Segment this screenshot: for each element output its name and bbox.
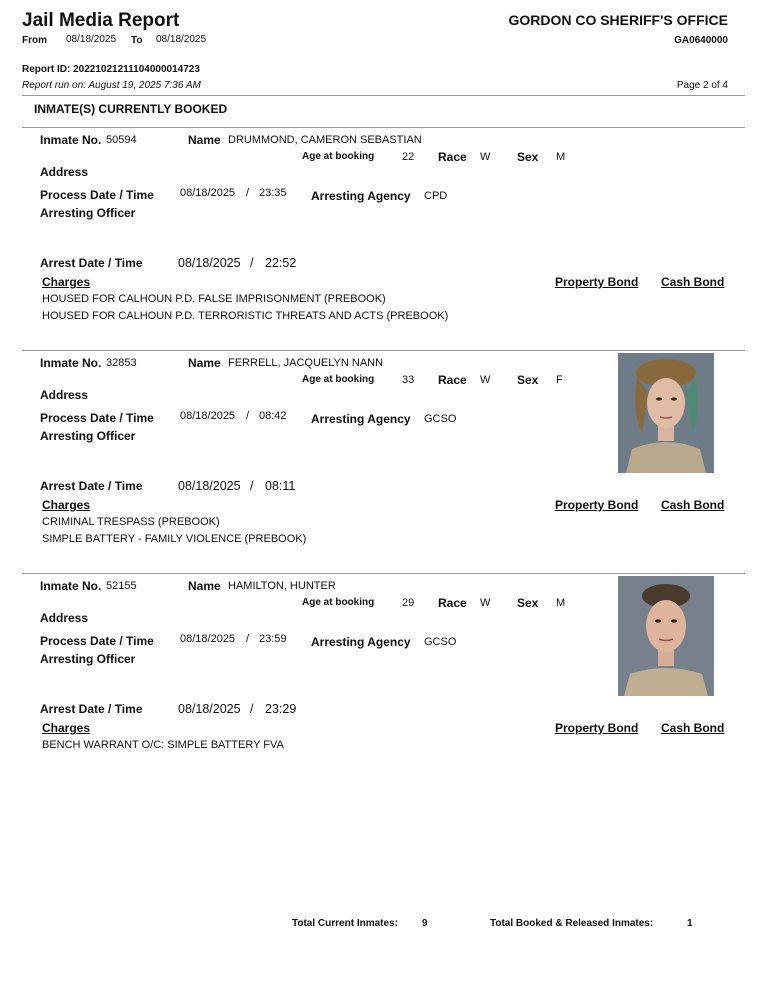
- age-value: 22: [402, 151, 415, 163]
- inmate-name: FERRELL, JACQUELYN NANN: [228, 357, 384, 369]
- slash: /: [250, 256, 254, 270]
- charge-item: HOUSED FOR CALHOUN P.D. TERRORISTIC THREATS AND ACTS (PREBOOK): [42, 310, 449, 322]
- to-date: 08/18/2025: [156, 34, 207, 45]
- record-divider: [22, 573, 745, 574]
- charge-item: BENCH WARRANT O/C: SIMPLE BATTERY FVA: [42, 739, 284, 751]
- page-number: Page 2 of 4: [676, 80, 728, 91]
- property-bond-label: Property Bond: [555, 498, 639, 512]
- arresting-agency: GCSO: [424, 636, 457, 648]
- arresting-officer-label: Arresting Officer: [40, 206, 136, 220]
- total-current-label: Total Current Inmates:: [292, 918, 398, 929]
- sex-label: Sex: [517, 596, 539, 610]
- race-label: Race: [438, 373, 467, 387]
- charges-label: Charges: [42, 721, 91, 735]
- arrest-time: 23:29: [265, 702, 297, 716]
- race-label: Race: [438, 596, 467, 610]
- arrest-time: 22:52: [265, 256, 297, 270]
- race-value: W: [480, 597, 491, 609]
- process-label: Process Date / Time: [40, 634, 154, 648]
- slash: /: [246, 187, 250, 199]
- cash-bond-label: Cash Bond: [661, 275, 725, 289]
- charge-item: SIMPLE BATTERY - FAMILY VIOLENCE (PREBOOK): [42, 533, 307, 545]
- process-date: 08/18/2025: [180, 633, 236, 645]
- charge-item: HOUSED FOR CALHOUN P.D. FALSE IMPRISONMENT (PREBOOK): [42, 293, 386, 305]
- mugshot-placeholder-icon: [618, 576, 714, 696]
- property-bond-label: Property Bond: [555, 275, 639, 289]
- race-label: Race: [438, 150, 467, 164]
- age-label: Age at booking: [302, 597, 375, 608]
- from-label: From: [22, 35, 47, 46]
- inmate-no: 50594: [106, 134, 137, 146]
- address-label: Address: [40, 611, 89, 625]
- process-time: 08:42: [259, 410, 287, 422]
- agency-code: GA0640000: [674, 35, 728, 46]
- total-current-value: 9: [422, 918, 428, 929]
- arresting-agency-label: Arresting Agency: [311, 412, 411, 426]
- age-value: 33: [402, 374, 415, 386]
- race-value: W: [480, 374, 491, 386]
- inmate-name: DRUMMOND, CAMERON SEBASTIAN: [228, 134, 422, 146]
- address-label: Address: [40, 165, 89, 179]
- inmate-photo: [618, 353, 714, 473]
- process-time: 23:59: [259, 633, 287, 645]
- arrest-date: 08/18/2025: [178, 479, 241, 493]
- sex-value: M: [556, 151, 566, 163]
- sex-value: F: [556, 374, 563, 386]
- arresting-agency-label: Arresting Agency: [311, 189, 411, 203]
- process-time: 23:35: [259, 187, 287, 199]
- total-released-value: 1: [687, 918, 693, 929]
- arresting-agency: CPD: [424, 190, 448, 202]
- arresting-agency: GCSO: [424, 413, 457, 425]
- sex-label: Sex: [517, 373, 539, 387]
- arresting-officer-label: Arresting Officer: [40, 429, 136, 443]
- slash: /: [246, 633, 250, 645]
- property-bond-label: Property Bond: [555, 721, 639, 735]
- process-date: 08/18/2025: [180, 187, 236, 199]
- slash: /: [246, 410, 250, 422]
- inmate-no-label: Inmate No.: [40, 356, 102, 370]
- age-label: Age at booking: [302, 151, 375, 162]
- charges-label: Charges: [42, 275, 91, 289]
- report-run-on: Report run on: August 19, 2025 7:36 AM: [22, 80, 201, 91]
- inmate-name: HAMILTON, HUNTER: [228, 580, 336, 592]
- arrest-label: Arrest Date / Time: [40, 702, 143, 716]
- header-divider: [22, 95, 745, 96]
- age-value: 29: [402, 597, 415, 609]
- sex-value: M: [556, 597, 566, 609]
- sex-label: Sex: [517, 150, 539, 164]
- inmate-no: 32853: [106, 357, 137, 369]
- arresting-agency-label: Arresting Agency: [311, 635, 411, 649]
- name-label: Name: [188, 133, 221, 147]
- agency-name: GORDON CO SHERIFF'S OFFICE: [508, 12, 728, 28]
- section-divider: [22, 127, 745, 128]
- report-id: Report ID: 20221021211104000014723: [22, 64, 200, 75]
- process-label: Process Date / Time: [40, 188, 154, 202]
- arrest-date: 08/18/2025: [178, 256, 241, 270]
- inmate-no: 52155: [106, 580, 137, 592]
- race-value: W: [480, 151, 491, 163]
- inmate-photo: [618, 576, 714, 696]
- report-title: Jail Media Report: [22, 10, 180, 31]
- process-label: Process Date / Time: [40, 411, 154, 425]
- to-label: To: [131, 35, 143, 46]
- inmate-no-label: Inmate No.: [40, 579, 102, 593]
- arrest-label: Arrest Date / Time: [40, 479, 143, 493]
- cash-bond-label: Cash Bond: [661, 721, 725, 735]
- arrest-date: 08/18/2025: [178, 702, 241, 716]
- charge-item: CRIMINAL TRESPASS (PREBOOK): [42, 516, 220, 528]
- slash: /: [250, 479, 254, 493]
- name-label: Name: [188, 579, 221, 593]
- charges-label: Charges: [42, 498, 91, 512]
- record-divider: [22, 350, 745, 351]
- cash-bond-label: Cash Bond: [661, 498, 725, 512]
- arresting-officer-label: Arresting Officer: [40, 652, 136, 666]
- mugshot-placeholder-icon: [618, 353, 714, 473]
- age-label: Age at booking: [302, 374, 375, 385]
- process-date: 08/18/2025: [180, 410, 236, 422]
- name-label: Name: [188, 356, 221, 370]
- inmate-no-label: Inmate No.: [40, 133, 102, 147]
- address-label: Address: [40, 388, 89, 402]
- total-released-label: Total Booked & Released Inmates:: [490, 918, 654, 929]
- section-title: INMATE(S) CURRENTLY BOOKED: [34, 102, 228, 116]
- from-date: 08/18/2025: [66, 34, 117, 45]
- slash: /: [250, 702, 254, 716]
- arrest-time: 08:11: [265, 479, 296, 493]
- arrest-label: Arrest Date / Time: [40, 256, 143, 270]
